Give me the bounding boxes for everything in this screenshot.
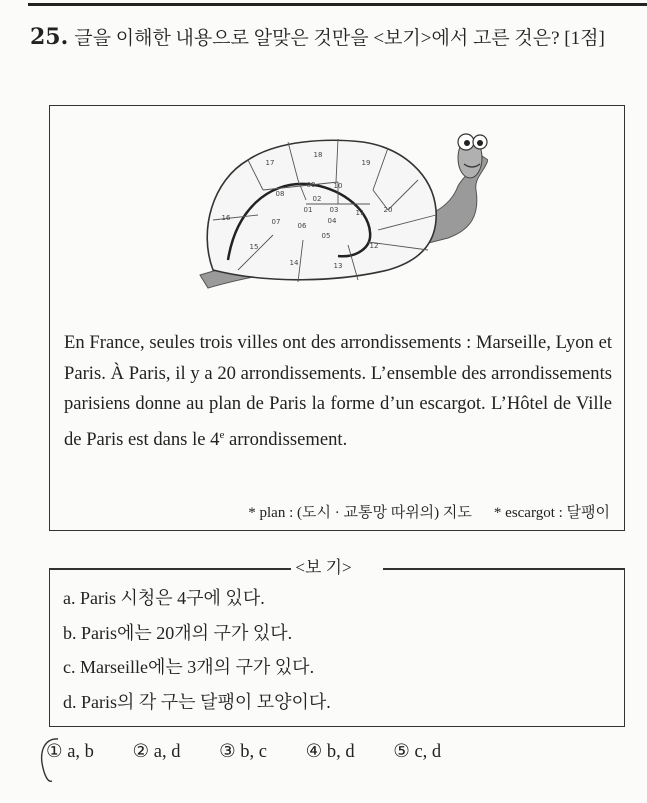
choice-1[interactable]: ① a, b bbox=[46, 742, 94, 762]
answer-choices bbox=[46, 741, 475, 763]
passage-superscript: e bbox=[219, 428, 225, 441]
handwritten-circle-mark bbox=[38, 735, 74, 785]
question-text: 글을 이해한 내용으로 알맞은 것만을 <보기>에서 고른 것은? [1점] bbox=[74, 28, 605, 49]
choice-4[interactable]: ④ b, d bbox=[305, 742, 355, 762]
bogi-label: <보 기> bbox=[0, 558, 647, 578]
map-label-14: 14 bbox=[289, 259, 299, 267]
map-label-17: 17 bbox=[265, 159, 275, 167]
map-label-03: 03 bbox=[329, 206, 339, 214]
passage-text bbox=[64, 328, 612, 455]
map-label-16: 16 bbox=[221, 214, 231, 222]
choice-2[interactable]: ② a, d bbox=[132, 742, 181, 762]
map-label-15: 15 bbox=[249, 243, 259, 251]
passage-main: En France, seules trois villes ont des arrondissements : Marseille, Lyon et Paris. À Paris, il y a 20 arrondissements. L’ensemble des arrondissements parisiens donne au plan de Paris la forme d’un escargot. L’Hôtel de Ville de Paris est dans le 4 bbox=[64, 332, 612, 450]
choice-3[interactable]: ③ b, c bbox=[219, 742, 268, 762]
bogi-list bbox=[63, 581, 331, 719]
glossary bbox=[248, 501, 610, 522]
map-label-06: 06 bbox=[297, 222, 307, 230]
map-label-02: 02 bbox=[312, 195, 322, 203]
bogi-item-b: b. Paris에는 20개의 구가 있다. bbox=[63, 622, 293, 643]
glossary-escargot: * escargot : 달팽이 bbox=[493, 505, 610, 521]
bogi-item-a: a. Paris 시청은 4구에 있다. bbox=[63, 588, 265, 608]
glossary-plan: * plan : (도시 · 교통망 따위의) 지도 bbox=[248, 505, 472, 521]
map-label-19: 19 bbox=[361, 159, 371, 167]
map-label-20: 20 bbox=[383, 206, 393, 214]
passage-box bbox=[49, 105, 625, 531]
map-label-01: 01 bbox=[303, 206, 313, 214]
question bbox=[30, 20, 630, 56]
bogi-item-c: c. Marseille에는 3개의 구가 있다. bbox=[63, 657, 315, 677]
map-label-07: 07 bbox=[271, 218, 281, 226]
question-number: 25. bbox=[30, 24, 69, 50]
map-label-10: 10 bbox=[333, 182, 343, 190]
choice-5[interactable]: ⑤ c, d bbox=[393, 742, 442, 762]
map-label-05: 05 bbox=[321, 232, 331, 240]
map-label-04: 04 bbox=[327, 217, 337, 225]
map-label-11: 11 bbox=[355, 209, 365, 217]
snail-map-illustration bbox=[188, 120, 488, 300]
bogi-item-d: d. Paris의 각 구는 달팽이 모양이다. bbox=[63, 691, 331, 712]
map-label-13: 13 bbox=[333, 262, 343, 270]
map-label-12: 12 bbox=[369, 242, 379, 250]
passage-end: arrondissement. bbox=[224, 428, 348, 450]
map-label-08: 08 bbox=[275, 190, 285, 198]
bogi-box bbox=[49, 569, 625, 727]
map-label-09: 09 bbox=[306, 181, 316, 189]
top-rule bbox=[28, 3, 647, 6]
map-label-18: 18 bbox=[313, 151, 323, 159]
